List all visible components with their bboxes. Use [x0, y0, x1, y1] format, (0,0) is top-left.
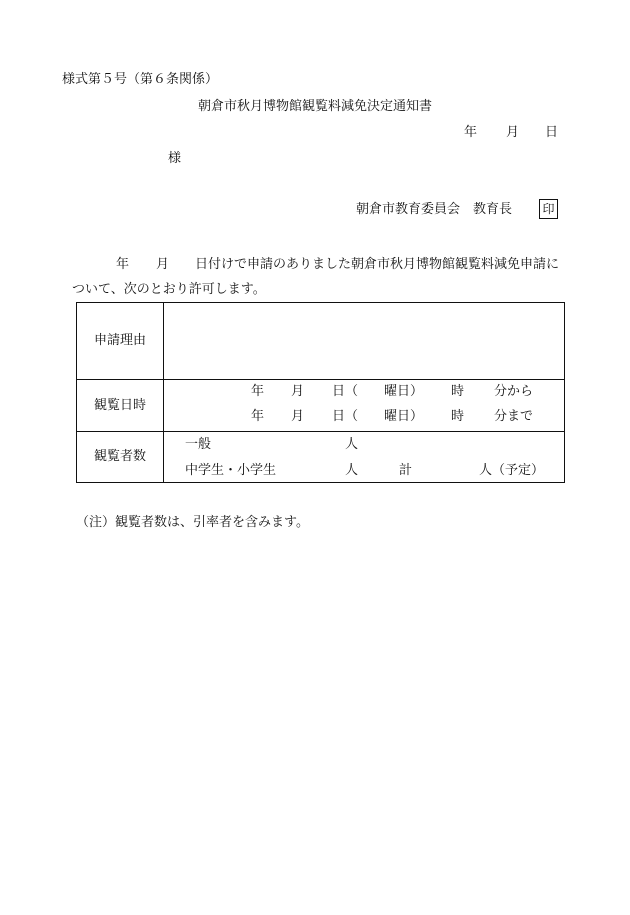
- permission-table: [76, 302, 565, 483]
- table-column-divider: [163, 303, 164, 482]
- reason-label: 申請理由: [93, 333, 146, 348]
- seal-box: 印: [539, 199, 558, 219]
- dt2-year: 年: [251, 409, 265, 424]
- body-text-line2: ついて、次のとおり許可します。: [72, 282, 266, 297]
- addressee-suffix: 様: [168, 151, 182, 166]
- visitors-label: 観覧者数: [93, 449, 146, 464]
- dt1-month: 月: [291, 384, 305, 399]
- date-day: 日: [545, 125, 559, 140]
- date-month: 月: [506, 125, 520, 140]
- date-year: 年: [464, 125, 478, 140]
- table-row-divider-2: [77, 431, 564, 432]
- form-number: 様式第５号（第６条関係）: [62, 72, 219, 87]
- dt1-day: 日（: [332, 384, 359, 399]
- note: （注）観覧者数は、引率者を含みます。: [76, 515, 309, 530]
- total-unit: 人（予定）: [479, 463, 545, 478]
- dt2-minute: 分まで: [494, 409, 534, 424]
- dt2-month: 月: [291, 409, 305, 424]
- dt1-minute: 分から: [494, 384, 534, 399]
- dt2-hour: 時: [451, 409, 465, 424]
- general-label: 一般: [185, 437, 212, 452]
- student-label: 中学生・小学生: [185, 463, 277, 478]
- table-row-divider-1: [77, 379, 564, 380]
- document-title: 朝倉市秋月博物館観覧料減免決定通知書: [198, 99, 433, 114]
- dt1-hour: 時: [451, 384, 465, 399]
- dt2-day: 日（: [332, 409, 359, 424]
- dt1-year: 年: [251, 384, 265, 399]
- body-text-line1: 日付けで申請のありました朝倉市秋月博物館観覧料減免申請に: [195, 257, 560, 272]
- body-year: 年: [116, 257, 130, 272]
- dt2-weekday: 曜日）: [384, 409, 424, 424]
- student-unit: 人: [345, 463, 359, 478]
- total-label: 計: [399, 463, 413, 478]
- body-month: 月: [156, 257, 170, 272]
- dt1-weekday: 曜日）: [384, 384, 424, 399]
- datetime-label: 観覧日時: [93, 398, 146, 413]
- issuer: 朝倉市教育委員会 教育長: [356, 202, 513, 217]
- general-unit: 人: [345, 437, 359, 452]
